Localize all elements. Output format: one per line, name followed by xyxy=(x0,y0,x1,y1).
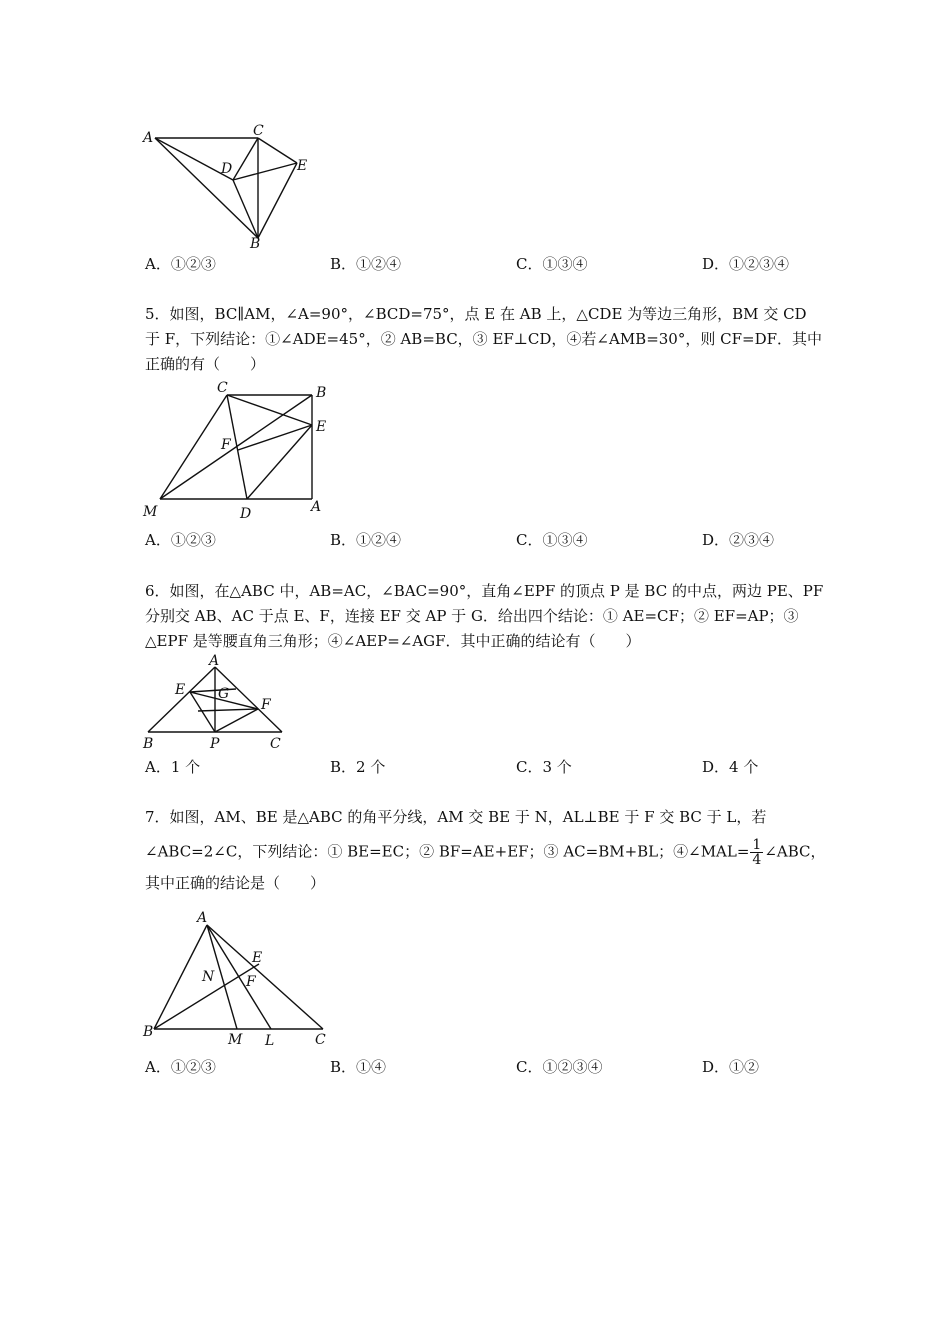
q5-option-c[interactable]: C．①③④ xyxy=(516,531,588,549)
q6-label-b: B xyxy=(143,736,154,752)
q5-option-a[interactable]: A．①②③ xyxy=(145,531,216,549)
q7-figure xyxy=(140,908,340,1053)
q4-label-a: A xyxy=(143,130,154,146)
q4-label-b: B xyxy=(250,236,261,252)
q5-label-c: C xyxy=(217,380,228,396)
q6-label-g: G xyxy=(218,686,230,702)
q5-label-f: F xyxy=(221,437,231,453)
q7-label-e: E xyxy=(252,950,263,966)
q5-line-2: 于 F，下列结论：①∠ADE=45°，② AB=BC，③ EF⊥CD，④若∠AMB=30°，则 CF=DF．其中 xyxy=(145,330,823,348)
q6-option-c[interactable]: C．3 个 xyxy=(516,758,572,776)
q6-label-c: C xyxy=(270,736,281,752)
q7-label-f: F xyxy=(246,974,256,990)
q5-option-d[interactable]: D．②③④ xyxy=(702,531,775,549)
q5-stem xyxy=(145,302,823,377)
q5-label-e: E xyxy=(316,419,327,435)
q4-label-e: E xyxy=(297,158,308,174)
q4-option-c[interactable]: C．①③④ xyxy=(516,255,588,273)
q4-option-b[interactable]: B．①②④ xyxy=(330,255,402,273)
q7-option-c[interactable]: C．①②③④ xyxy=(516,1058,603,1076)
q6-label-e: E xyxy=(175,682,186,698)
q6-label-a: A xyxy=(209,653,220,669)
q6-label-p: P xyxy=(210,736,220,752)
q4-label-d: D xyxy=(221,161,233,177)
q7-fraction-num: 1 xyxy=(752,837,762,853)
q6-line-3: △EPF 是等腰直角三角形；④∠AEP=∠AGF．其中正确的结论有（ ） xyxy=(145,632,641,650)
q5-label-d: D xyxy=(240,506,252,522)
q7-option-b[interactable]: B．①④ xyxy=(330,1058,387,1076)
q7-label-m: M xyxy=(228,1032,243,1048)
q7-line-2-post: ∠ABC， xyxy=(764,842,826,861)
q4-figure xyxy=(140,118,320,253)
q6-figure xyxy=(140,652,300,757)
q6-stem xyxy=(145,579,824,654)
q4-label-c: C xyxy=(253,123,264,139)
q7-line-1: 7．如图，AM、BE 是△ABC 的角平分线，AM 交 BE 于 N，AL⊥BE 于 F 交 BC 于 L，若 xyxy=(145,808,767,826)
q5-line-1: 5．如图，BC∥AM，∠A=90°，∠BCD=75°，点 E 在 AB 上，△CDE 为等边三角形，BM 交 CD xyxy=(145,305,807,323)
q7-fraction xyxy=(750,838,763,867)
q7-option-d[interactable]: D．①② xyxy=(702,1058,760,1076)
q7-option-a[interactable]: A．①②③ xyxy=(145,1058,216,1076)
q6-option-a[interactable]: A．1 个 xyxy=(145,758,201,776)
q7-label-l: L xyxy=(265,1033,275,1049)
q7-line-2-pre: ∠ABC=2∠C，下列结论：① BE=EC；② BF=AE+EF；③ AC=BM+BL；④∠MAL= xyxy=(145,842,750,861)
q4-option-a[interactable]: A．①②③ xyxy=(145,255,216,273)
q7-label-n: N xyxy=(202,969,215,985)
q7-label-c: C xyxy=(315,1032,326,1048)
q5-line-3: 正确的有（ ） xyxy=(145,355,266,373)
q6-option-d[interactable]: D．4 个 xyxy=(702,758,759,776)
q7-label-b: B xyxy=(143,1024,154,1040)
q7-line-3: 其中正确的结论是（ ） xyxy=(145,874,326,892)
q6-option-b[interactable]: B．2 个 xyxy=(330,758,386,776)
q5-label-a: A xyxy=(311,499,322,515)
q6-label-f: F xyxy=(261,697,271,713)
q5-label-m: M xyxy=(143,504,158,520)
q5-figure xyxy=(140,378,340,523)
q7-stem xyxy=(145,805,826,896)
q6-line-2: 分别交 AB、AC 于点 E、F，连接 EF 交 AP 于 G．给出四个结论：① AE=CF；② EF=AP；③ xyxy=(145,607,799,625)
q5-option-b[interactable]: B．①②④ xyxy=(330,531,402,549)
q4-option-d[interactable]: D．①②③④ xyxy=(702,255,790,273)
q5-label-b: B xyxy=(316,385,327,401)
q7-label-a: A xyxy=(197,910,208,926)
q7-line-2 xyxy=(145,837,826,868)
q6-line-1: 6．如图，在△ABC 中，AB=AC，∠BAC=90°，直角∠EPF 的顶点 P 是 BC 的中点，两边 PE、PF xyxy=(145,582,824,600)
q7-fraction-den: 4 xyxy=(752,852,762,868)
